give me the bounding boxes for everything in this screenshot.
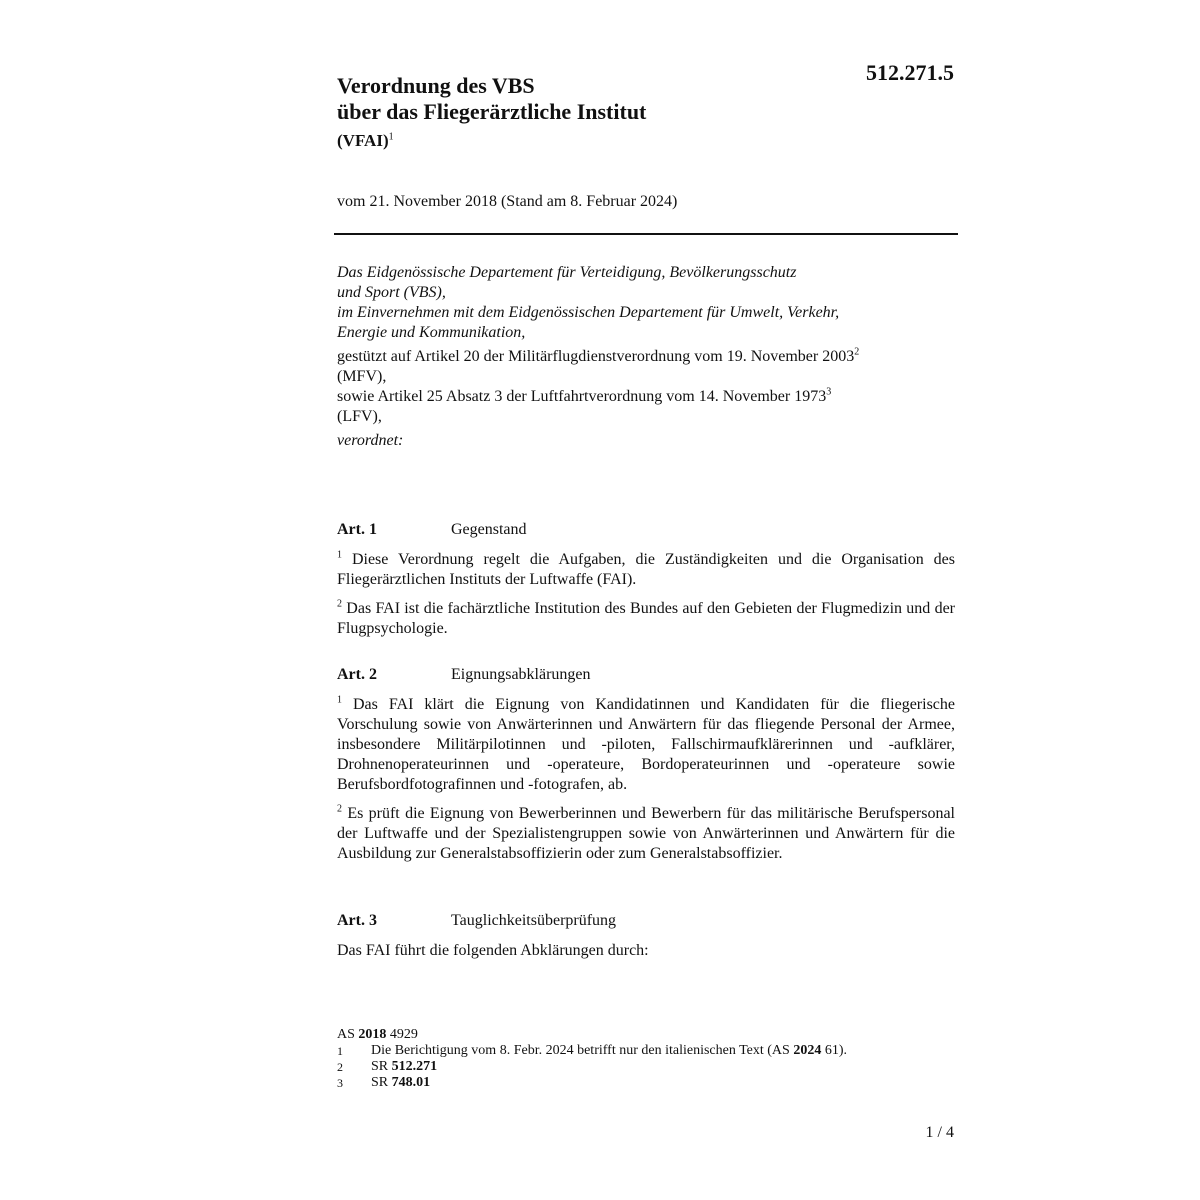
abbreviation-text: (VFAI) — [337, 131, 389, 150]
para-text: Das FAI klärt die Eignung von Kandidatinnen und Kandidaten für die fliegerische Vorschulung sowie von Anwärterinnen und Anwärtern für das fliegende Personal der Armee, insbesondere Militärpilotinnen und -piloten, Fallschirmaufklärerinnen und -aufklärer, Drohnenoperateurinnen und -operateure, Bordoperateurinnen und -operateure sowie Berufsbordfotografinnen und -fotografen, ab. — [337, 696, 956, 793]
footnote-text: SR — [371, 1059, 389, 1074]
footnote-number: 3 — [337, 1076, 343, 1090]
article-2-title: Eignungsabklärungen — [451, 666, 591, 683]
footnote-number: 1 — [337, 1044, 343, 1058]
header-divider — [334, 233, 958, 235]
para-number: 1 — [337, 694, 342, 706]
basis1-line-1: gestützt auf Artikel 20 der Militärflugdienstverordnung vom 19. November 2003 — [337, 348, 855, 365]
issuer-line-1: Das Eidgenössische Departement für Verteidigung, Bevölkerungsschutz — [337, 264, 797, 281]
title-line-2: über das Fliegerärztliche Institut — [337, 99, 647, 124]
footnote-text-after: 61). — [824, 1043, 847, 1058]
footnote-ref-3[interactable]: 3 — [826, 386, 832, 398]
para-text: Das FAI führt die folgenden Abklärungen durch: — [337, 942, 649, 959]
article-1-para-2 — [337, 599, 955, 639]
preamble-issuer — [337, 263, 957, 303]
article-3-label: Art. 3 — [337, 912, 377, 929]
footnote-bold: 748.01 — [391, 1075, 431, 1090]
article-1-heading — [337, 521, 527, 539]
para-number: 2 — [337, 803, 342, 815]
preamble-basis-2 — [337, 387, 957, 427]
article-2-para-2 — [337, 804, 955, 864]
para-number: 2 — [337, 598, 342, 610]
as-year: 2018 — [358, 1027, 387, 1042]
article-3-para-1 — [337, 941, 955, 961]
article-1-para-1 — [337, 550, 955, 590]
article-3-heading — [337, 912, 616, 930]
article-3-title: Tauglichkeitsüberprüfung — [451, 912, 617, 929]
footnote-number: 2 — [337, 1060, 343, 1074]
article-1-title: Gegenstand — [451, 521, 527, 538]
footnote-bold: 2024 — [793, 1043, 822, 1058]
title-block — [337, 73, 837, 151]
title-line-1: Verordnung des VBS — [337, 73, 535, 98]
footnote-ref-2[interactable]: 2 — [854, 346, 860, 358]
para-text: Diese Verordnung regelt die Aufgaben, die Zuständigkeiten und die Organisation des Fliegerärztlichen Instituts der Luftwaffe (FAI). — [337, 551, 956, 588]
footnote-3 — [337, 1075, 957, 1091]
footnote-text: SR — [371, 1075, 389, 1090]
basis2-line-1: sowie Artikel 25 Absatz 3 der Luftfahrtverordnung vom 14. November 1973 — [337, 388, 827, 405]
basis1-line-2: (MFV), — [337, 368, 387, 385]
article-2-para-1 — [337, 695, 955, 795]
footnote-1 — [337, 1043, 957, 1059]
footnotes — [337, 1027, 957, 1091]
article-2-label: Art. 2 — [337, 666, 377, 683]
footnote-ref-1[interactable]: 1 — [388, 131, 394, 143]
article-1-label: Art. 1 — [337, 521, 377, 538]
preamble-agreement — [337, 303, 957, 343]
article-2-heading — [337, 666, 591, 684]
footnote-2 — [337, 1059, 957, 1075]
as-reference — [337, 1027, 957, 1043]
preamble-basis-1 — [337, 347, 957, 387]
preamble — [337, 263, 957, 451]
para-text: Es prüft die Eignung von Bewerberinnen und Bewerbern für das militärische Berufspersonal der Luftwaffe und der Spezialistengruppen sowie von Anwärterinnen und Anwärtern für die Ausbildung zur Generalstabsoffizierin oder zum Generalstabsoffizier. — [337, 805, 956, 862]
as-prefix: AS — [337, 1027, 355, 1042]
agreement-line-1: im Einvernehmen mit dem Eidgenössischen Departement für Umwelt, Verkehr, — [337, 304, 840, 321]
sr-number: 512.271.5 — [866, 60, 954, 85]
issuer-line-2: und Sport (VBS), — [337, 284, 446, 301]
para-text: Das FAI ist die fachärztliche Institution des Bundes auf den Gebieten der Flugmedizin und der Flugpsychologie. — [337, 600, 956, 637]
para-number: 1 — [337, 549, 342, 561]
basis2-line-2: (LFV), — [337, 408, 382, 425]
footnote-text: Die Berichtigung vom 8. Febr. 2024 betrifft nur den italienischen Text (AS — [371, 1043, 790, 1058]
agreement-line-2: Energie und Kommunikation, — [337, 324, 526, 341]
abbreviation — [337, 131, 837, 151]
page-number: 1 / 4 — [925, 1124, 954, 1141]
as-page: 4929 — [389, 1027, 418, 1042]
verordnet: verordnet: — [337, 432, 404, 449]
footnote-bold: 512.271 — [391, 1059, 438, 1074]
date-line: vom 21. November 2018 (Stand am 8. Februar 2024) — [337, 193, 678, 210]
